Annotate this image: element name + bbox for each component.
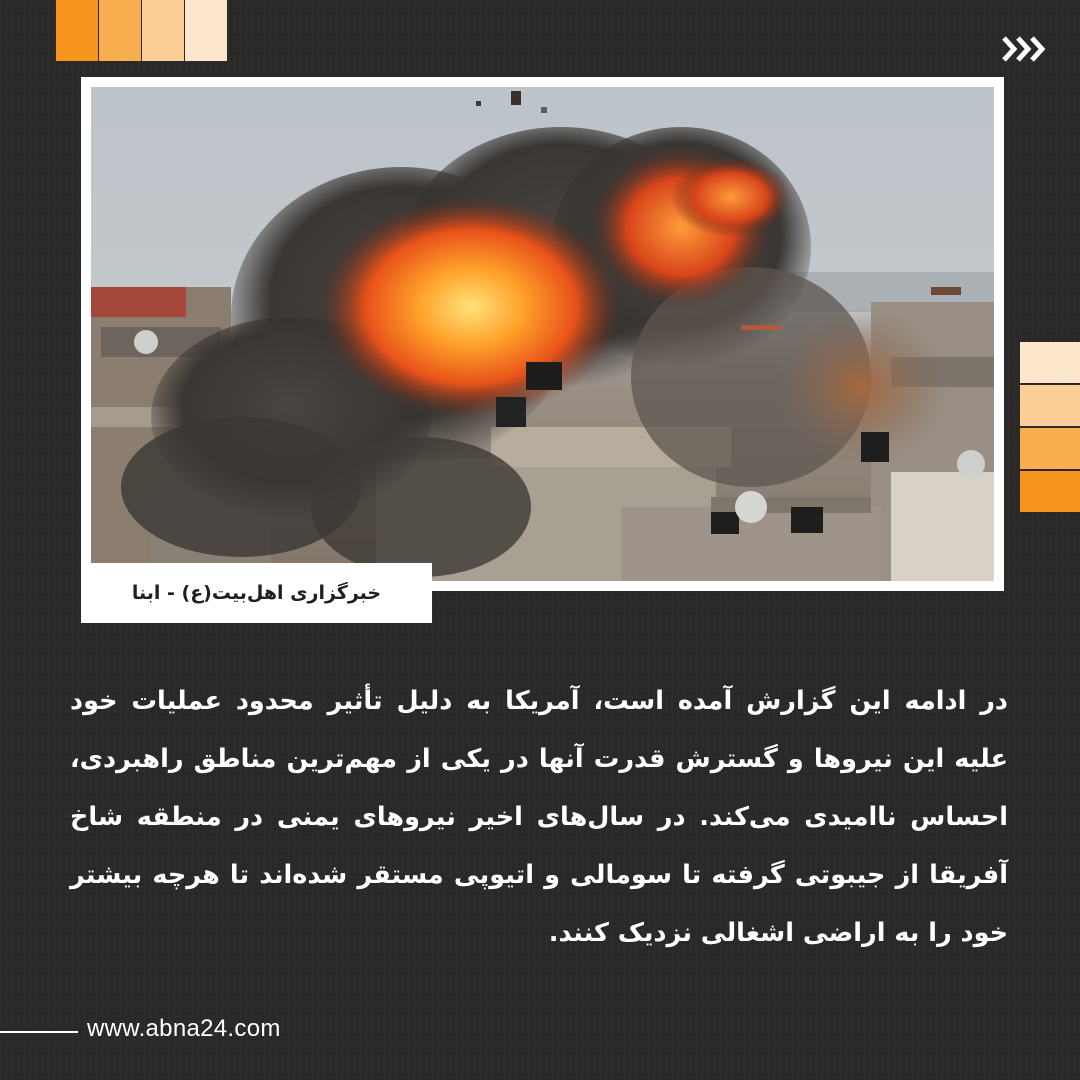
footer-divider	[0, 1031, 78, 1033]
explosion-illustration	[91, 87, 994, 581]
swatch-2	[99, 0, 141, 61]
website-url[interactable]: www.abna24.com	[87, 1015, 281, 1042]
swatch-3	[142, 0, 184, 61]
article-body: در ادامه این گزارش آمده است، آمریکا به دلیل تأثیر محدود عملیات خود علیه این نیروها و گسترش قدرت آنها در یکی از مهم‌ترین مناطق راهبردی، احساس ناامیدی می‌کند. در سال‌های اخیر نیروهای یمنی در منطقه شاخ آفریقا از جیبوتی گرفته تا سومالی و اتیوپی مستقر شده‌اند تا هرچه بیشتر خود را به اراضی اشغالی نزدیک کنند.	[70, 686, 1008, 948]
source-caption-text: خبرگزاری اهل‌بیت(ع) - ابنا	[131, 582, 382, 604]
source-caption	[81, 563, 432, 623]
swatch-1	[56, 0, 98, 61]
swatch-r-2	[1020, 385, 1080, 426]
swatch-4	[185, 0, 227, 61]
triple-chevron-right-icon[interactable]	[1002, 34, 1048, 64]
news-photo-frame	[81, 77, 1004, 591]
swatch-r-1	[1020, 342, 1080, 383]
news-photo	[91, 87, 994, 581]
top-color-swatches	[56, 0, 228, 61]
swatch-r-3	[1020, 428, 1080, 469]
swatch-r-4	[1020, 471, 1080, 512]
right-color-swatches	[1020, 342, 1080, 514]
